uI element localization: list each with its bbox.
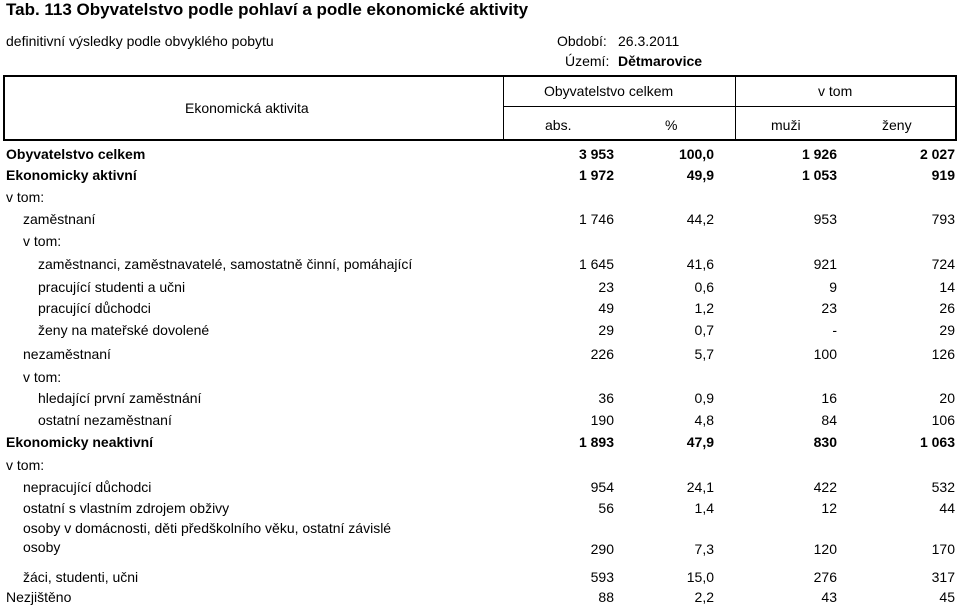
cell-women: 793: [931, 211, 955, 227]
row-label: pracující studenti a učni: [38, 279, 186, 295]
cell-abs: 56: [598, 500, 614, 516]
header-women: ženy: [882, 117, 912, 133]
table-row: [0, 409, 960, 431]
cell-women: 44: [939, 500, 955, 516]
row-label: Obyvatelstvo celkem: [6, 146, 146, 162]
cell-men: 921: [813, 256, 837, 272]
cell-men: 276: [813, 569, 837, 585]
cell-abs: 49: [598, 300, 614, 316]
row-label: nepracující důchodci: [23, 479, 152, 495]
row-label: v tom:: [23, 369, 62, 385]
table-row: [0, 431, 960, 453]
cell-women: 45: [939, 589, 955, 605]
period-label: Období:: [557, 33, 607, 49]
cell-abs: 290: [590, 541, 614, 557]
cell-women: 1 063: [919, 434, 955, 450]
row-label: osoby: [23, 539, 61, 555]
cell-pct: 15,0: [686, 569, 714, 585]
table-subtitle: definitivní výsledky podle obvyklého pobytu: [6, 33, 274, 49]
table-row: [0, 297, 960, 319]
table-row: [0, 343, 960, 365]
table-row: [0, 387, 960, 409]
cell-men: 953: [813, 211, 837, 227]
cell-abs: 3 953: [578, 146, 614, 162]
cell-pct: 44,2: [686, 211, 714, 227]
cell-women: 532: [931, 479, 955, 495]
table-row: [0, 586, 960, 608]
cell-pct: 1,2: [694, 300, 714, 316]
cell-pct: 4,8: [694, 412, 714, 428]
cell-women: 919: [931, 167, 955, 183]
cell-men: 84: [821, 412, 837, 428]
row-label: Ekonomicky neaktivní: [6, 434, 154, 450]
row-label: v tom:: [6, 457, 45, 473]
cell-abs: 1 893: [578, 434, 614, 450]
cell-women: 106: [931, 412, 955, 428]
area-value: Dětmarovice: [618, 53, 703, 69]
cell-abs: 593: [590, 569, 614, 585]
cell-pct: 7,3: [694, 541, 714, 557]
cell-men: 100: [813, 346, 837, 362]
cell-abs: 190: [590, 412, 614, 428]
table-row: [0, 186, 960, 208]
cell-abs: 954: [590, 479, 614, 495]
cell-abs: 88: [598, 589, 614, 605]
cell-pct: 24,1: [686, 479, 714, 495]
cell-pct: 49,9: [686, 167, 714, 183]
header-population-total: Obyvatelstvo celkem: [544, 83, 674, 99]
row-label: ostatní s vlastním zdrojem obživy: [23, 500, 230, 516]
table-row: [0, 164, 960, 186]
row-label: pracující důchodci: [38, 300, 151, 316]
table-row: [0, 566, 960, 588]
cell-women: 170: [931, 541, 955, 557]
cell-pct: 0,7: [694, 322, 714, 338]
table-row: [0, 230, 960, 252]
cell-women: 14: [939, 279, 955, 295]
cell-pct: 0,6: [694, 279, 714, 295]
cell-women: 317: [931, 569, 955, 585]
row-label: Nezjištěno: [6, 589, 72, 605]
table-row: [0, 497, 960, 519]
header-of-which: v tom: [818, 83, 853, 99]
row-label: Ekonomicky aktivní: [6, 167, 137, 183]
cell-pct: 1,4: [694, 500, 714, 516]
cell-abs: 29: [598, 322, 614, 338]
header-activity: Ekonomická aktivita: [185, 100, 309, 116]
cell-men: 43: [821, 589, 837, 605]
table-row: [0, 319, 960, 341]
cell-pct: 2,2: [694, 589, 714, 605]
table-row: [0, 518, 960, 560]
period-value: 26.3.2011: [618, 33, 680, 49]
cell-men: -: [832, 322, 837, 338]
table-row: [0, 276, 960, 298]
cell-abs: 1 746: [578, 211, 614, 227]
row-label: hledající první zaměstnání: [38, 390, 202, 406]
cell-pct: 41,6: [686, 256, 714, 272]
cell-women: 20: [939, 390, 955, 406]
cell-women: 724: [931, 256, 955, 272]
table-row: [0, 366, 960, 388]
area-label: Území:: [565, 53, 610, 69]
cell-pct: 100,0: [678, 146, 714, 162]
row-label: žáci, studenti, učni: [23, 569, 139, 585]
cell-men: 830: [813, 434, 837, 450]
cell-abs: 36: [598, 390, 614, 406]
cell-abs: 1 972: [578, 167, 614, 183]
cell-women: 26: [939, 300, 955, 316]
cell-men: 422: [813, 479, 837, 495]
cell-abs: 226: [590, 346, 614, 362]
cell-pct: 5,7: [694, 346, 714, 362]
row-label: v tom:: [23, 233, 62, 249]
header-men: muži: [771, 117, 801, 133]
row-label: v tom:: [6, 189, 45, 205]
cell-men: 1 926: [801, 146, 837, 162]
table-row: [0, 208, 960, 230]
row-label: zaměstnanci, zaměstnavatelé, samostatně činní, pomáhající: [38, 256, 413, 272]
cell-men: 23: [821, 300, 837, 316]
row-label: osoby v domácnosti, děti předškolního věku, ostatní závislé: [23, 520, 392, 536]
cell-pct: 47,9: [686, 434, 714, 450]
cell-men: 1 053: [801, 167, 837, 183]
cell-women: 29: [939, 322, 955, 338]
cell-men: 16: [821, 390, 837, 406]
table-row: [0, 454, 960, 476]
cell-abs: 1 645: [578, 256, 614, 272]
cell-women: 2 027: [919, 146, 955, 162]
row-label: zaměstnaní: [23, 211, 96, 227]
cell-men: 120: [813, 541, 837, 557]
cell-men: 9: [829, 279, 837, 295]
header-divider: [503, 76, 504, 140]
row-label: ženy na mateřské dovolené: [38, 322, 210, 338]
header-divider: [503, 106, 956, 107]
cell-pct: 0,9: [694, 390, 714, 406]
header-abs: abs.: [545, 117, 572, 133]
cell-men: 12: [821, 500, 837, 516]
table-row: [0, 476, 960, 498]
table-row: [0, 253, 960, 275]
cell-women: 126: [931, 346, 955, 362]
header-divider: [735, 76, 736, 140]
table-row: [0, 143, 960, 165]
row-label: ostatní nezaměstnaní: [38, 412, 172, 428]
table-header: [3, 75, 957, 141]
cell-abs: 23: [598, 279, 614, 295]
header-pct: %: [665, 117, 678, 133]
table-title: Tab. 113 Obyvatelstvo podle pohlaví a podle ekonomické aktivity: [6, 0, 529, 19]
row-label: nezaměstnaní: [23, 346, 111, 362]
